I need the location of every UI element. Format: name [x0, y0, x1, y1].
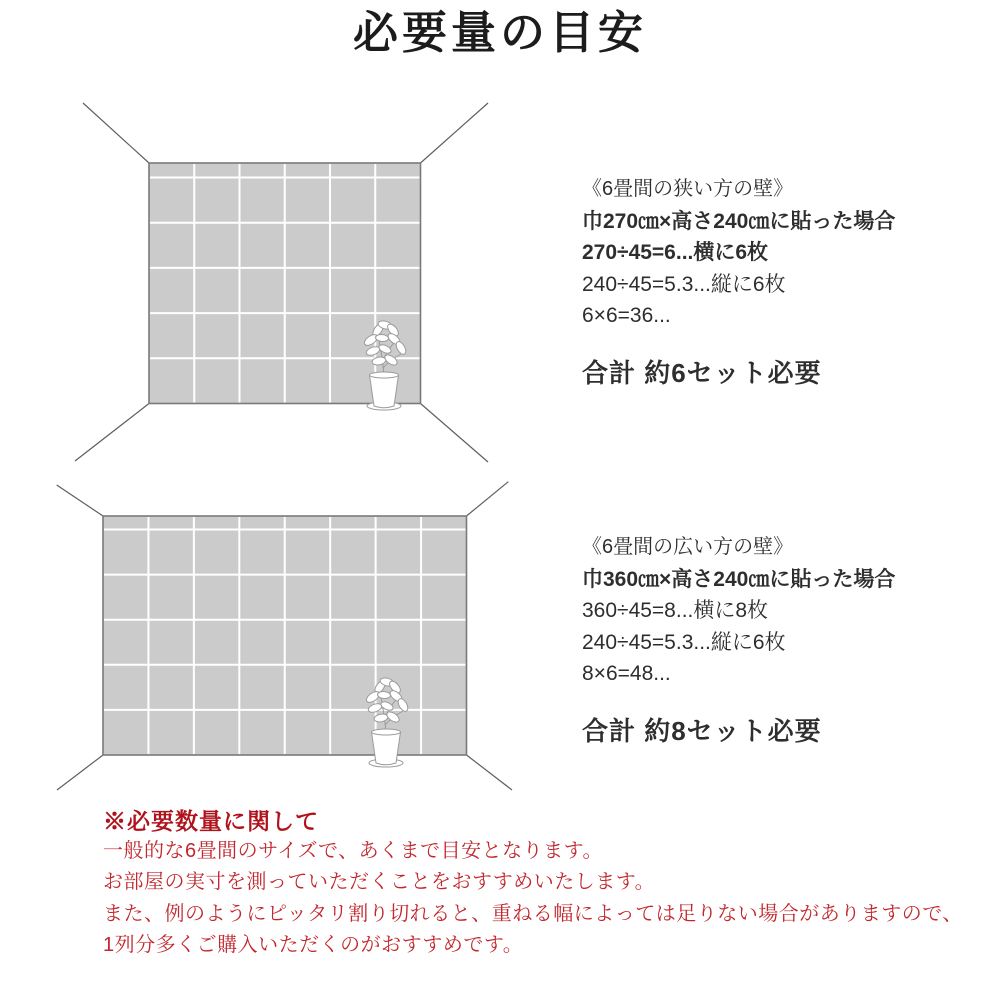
wide-wall-calc-block — [582, 532, 982, 748]
calc-line: 240÷45=5.3...縦に6枚 — [582, 630, 786, 654]
calc-case: 巾360㎝×高さ240㎝に貼った場合 — [582, 567, 896, 591]
note-heading: ※必要数量に関して — [103, 808, 319, 834]
calc-line: 270÷45=6...横に6枚 — [582, 241, 769, 264]
calc-case: 巾270㎝×高さ240㎝に貼った場合 — [582, 209, 896, 233]
note-line: お部屋の実寸を測っていただくことをおすすめいたします。 — [103, 871, 656, 894]
note-line: 一般的な6畳間のサイズで、あくまで目安となります。 — [103, 840, 604, 862]
calc-line: 240÷45=5.3...縦に6枚 — [582, 272, 786, 296]
calc-total: 合計 約8セット必要 — [582, 715, 822, 746]
calc-heading: 《6畳間の広い方の壁》 — [582, 536, 794, 558]
note-line: また、例のようにピッタリ割り切れると、重ねる幅によっては足りない場合がありますので、 — [103, 902, 963, 925]
room-diagram-narrow-wall — [50, 90, 510, 470]
calc-heading: 《6畳間の狭い方の壁》 — [582, 178, 794, 200]
note-line: 1列分多くご購入いただくのがおすすめです。 — [103, 934, 524, 957]
note-block — [103, 806, 963, 962]
page-title: 必要量の目安 — [352, 8, 647, 58]
calc-line: 8×6=48... — [582, 662, 671, 685]
narrow-wall-calc-block — [582, 174, 982, 390]
calc-line: 360÷45=8...横に8枚 — [582, 599, 769, 622]
room-diagram-wide-wall — [40, 460, 530, 800]
calc-total: 合計 約6セット必要 — [582, 357, 822, 388]
calc-line: 6×6=36... — [582, 304, 671, 327]
